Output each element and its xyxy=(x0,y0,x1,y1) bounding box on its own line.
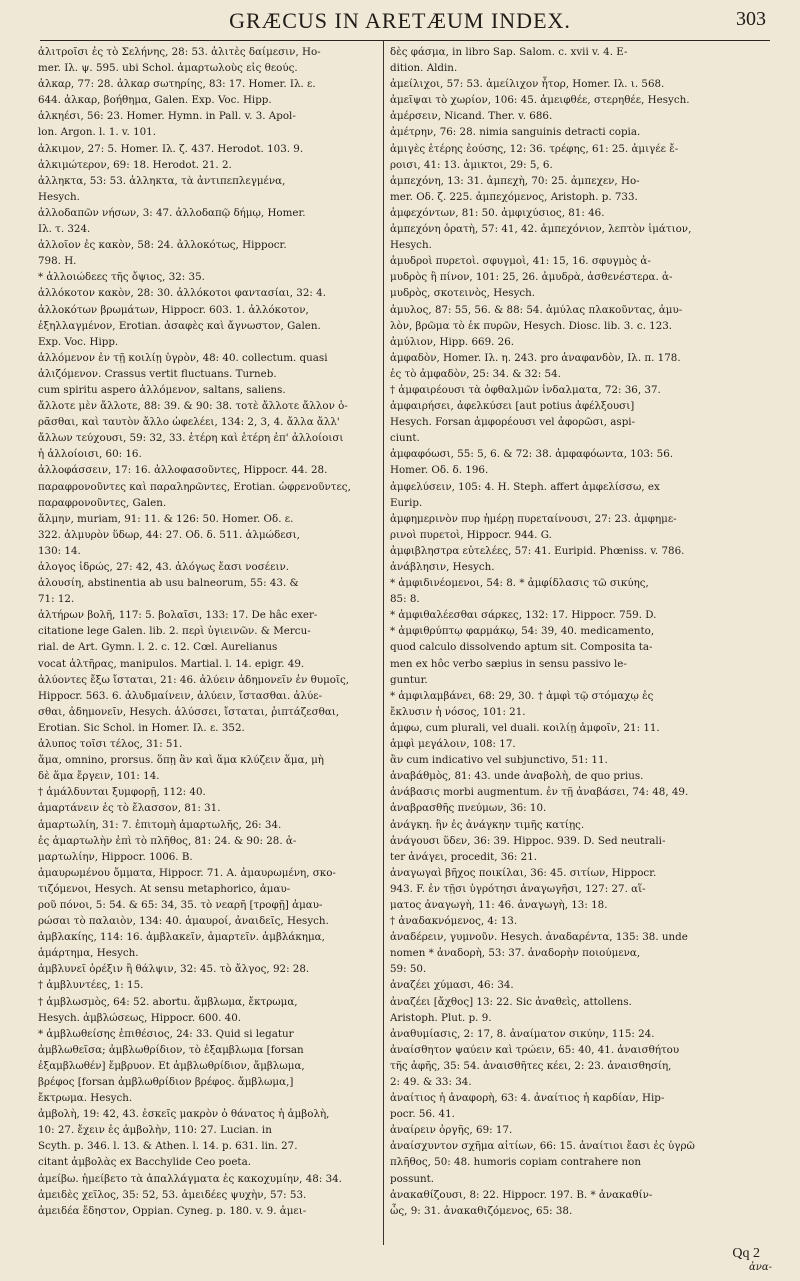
index-line: mer. Οδ. ζ. 225. ἀμπεχόμενος, Aristoph. p. 733. xyxy=(390,190,638,203)
index-line: ρᾶσθαι, καὶ ταυτὸν ἄλλο ὠφελέει, 134: 2, 3, 4. ἄλλα ἄλλ' xyxy=(38,416,340,429)
index-line: Erotian. Sic Schol. in Homer. Ιλ. ε. 352. xyxy=(38,721,245,734)
index-line: ἀναίσχυντον σχῆμα αἰτίων, 66: 15. ἀναίτιοι ἔασι ἐς ὑγρῶ xyxy=(390,1140,695,1153)
index-line: ἀμαυρωμένου ὄμματα, Hippocr. 71. A. ἀμαυρωμένη, σκο- xyxy=(38,866,336,879)
index-line: * ἀμφιθρύπτῳ φαρμάκῳ, 54: 39, 40. medicamento, xyxy=(390,625,655,638)
index-line: * ἀλλοιώδεες τῆς ὄψιος, 32: 35. xyxy=(38,271,205,284)
index-line: ροῦ πόνοι, 5: 54. & 65: 34, 35. τὸ νεαρῆ [τροφῇ] ἀμαυ- xyxy=(38,898,323,911)
index-line: † ἀμβλωσμὸς, 64: 52. abortu. ἄμβλωμα, ἔκτρωμα, xyxy=(38,995,298,1008)
index-line: Eurip. xyxy=(390,496,423,509)
index-line: σθαι, ἀδημονεῖν, Hesych. ἀλύσσει, ἴσταται, ῥιπτάζεσθαι, xyxy=(38,705,340,718)
column-divider xyxy=(383,40,384,1245)
index-line: ἄλλοτε μὲν ἄλλοτε, 88: 39. & 90: 38. τοτὲ ἄλλοτε ἄλλον ὁ- xyxy=(38,400,348,413)
index-line: ματος ἀναγωγὴ, 11: 46. ἀναγωγὴ, 13: 18. xyxy=(390,898,608,911)
index-line: ἀλιτροῖσι ἐς τὸ Σελήνης, 28: 53. ἀλιτὲς δαίμεσιν, Ho- xyxy=(38,46,321,58)
index-line: ἀναθυμίασις, 2: 17, 8. ἀναίματον σικύην, 115: 24. xyxy=(390,1027,655,1040)
index-line: δὲ ἅμα ἔργειν, 101: 14. xyxy=(38,770,160,783)
index-line: μαρτωλίην, Hippocr. 1006. B. xyxy=(38,850,193,863)
index-line: μυδρὸς, σκοτεινὸς, Hesych. xyxy=(390,287,536,300)
index-line: Hesych. ἀμβλώσεως, Hippocr. 600. 40. xyxy=(38,1011,242,1024)
index-line: ἀλκιμον, 27: 5. Homer. Ιλ. ζ. 437. Herodot. 103. 9. xyxy=(38,142,304,155)
index-line: ἀναίτιος ἡ ἀναφορὴ, 63: 4. ἀναίτιος ἡ καρδίαν, Hip- xyxy=(390,1092,665,1105)
index-line: 10: 27. ἔχειν ἐς ἀμβολὴν, 110: 27. Lucian. in xyxy=(38,1124,272,1137)
index-line: τῆς ἀφῆς, 35: 54. ἀναισθῆτες κέει, 2: 23. ἀναισθησίη, xyxy=(390,1059,672,1072)
index-line: ἀλκιμώτερον, 69: 18. Herodot. 21. 2. xyxy=(38,158,232,171)
index-line: ἀμέτρην, 76: 28. nimia sanguinis detracti copia. xyxy=(390,126,641,139)
index-line: 130: 14. xyxy=(38,544,81,557)
index-line: ἐξηλλαγμένον, Erotian. ἀσαφὲς καὶ ἄγνωστον, Galen. xyxy=(38,319,321,332)
index-line: cum spiritu aspero ἁλλόμενον, saltans, saliens. xyxy=(38,383,286,396)
index-line: ἅμα, omnino, prorsus. ὅπῃ ἂν καὶ ἅμα κλύζειν ἅμα, μὴ xyxy=(38,754,324,767)
index-line: ἐς τὸ ἀμφαδὸν, 25: 34. & 32: 54. xyxy=(390,367,561,380)
index-line: Hesych. xyxy=(38,190,80,203)
index-line: * ἀμφιδινέομενοι, 54: 8. * ἀμφίδλασις τῶ σικύης, xyxy=(390,577,649,590)
index-line: ἀμφαφόωσι, 55: 5, 6. & 72: 38. ἀμφαφόωντα, 103: 56. xyxy=(390,448,674,461)
index-line: ἀνακαθίζουσι, 8: 22. Hippocr. 197. B. * ἀνακαθίν- xyxy=(390,1188,653,1201)
index-line: ἔκλυσιν ἡ νόσος, 101: 21. xyxy=(390,705,526,718)
index-line: ἀναζέει χύμασι, 46: 34. xyxy=(390,979,514,992)
index-line: ἀλλοκότων βρωμάτων, Hippocr. 603. 1. ἀλλόκοτον, xyxy=(38,303,309,316)
index-line: ἀνάβλησιν, Hesych. xyxy=(390,561,495,573)
index-line: ἀμφιβληστρα εὐτελέες, 57: 41. Euripid. Phœniss. v. 786. xyxy=(390,544,685,557)
index-line: Hesych. xyxy=(390,239,432,252)
index-line: ἀνάβασις morbi augmentum. ἐν τῇ ἀναβάσει, 74: 48, 49. xyxy=(390,786,689,799)
index-line: ἀλτήρων βολῆ, 117: 5. βολαῖσι, 133: 17. De hâc exer- xyxy=(38,609,318,622)
index-line: * ἀμφιλαμβάνει, 68: 29, 30. † ἀμφὶ τῷ στόμαχῳ ἐς xyxy=(390,689,654,702)
index-line: * ἀμφιθαλέεσθαι σάρκες, 132: 17. Hippocr. 759. D. xyxy=(390,609,657,622)
index-line: ρινοὶ πυρετοὶ, Hippocr. 944. G. xyxy=(390,528,552,541)
index-line: παραφρονοῦντες καὶ παραληρῶντες, Erotian. ὠφρενοῦντες, xyxy=(38,480,351,493)
index-line: λὸν, βρῶμα τὸ ἐκ πυρῶν, Hesych. Diosc. lib. 3. c. 123. xyxy=(390,319,673,332)
index-line: ἀμέρσειν, Nicand. Ther. v. 686. xyxy=(390,110,553,123)
index-line: ἀμιγὲς ἑτέρης ἐούσης, 12: 36. τρέφης, 61: 25. ἀμιγέε ἔ- xyxy=(390,142,679,155)
running-title: GRÆCUS IN ARETÆUM INDEX. xyxy=(229,8,571,33)
index-line: possunt. xyxy=(390,1172,435,1185)
index-line: ἀμπεχόνη, 13: 31. ἀμπεχὴ, 70: 25. ἀμπεχεν, Ho- xyxy=(390,174,640,187)
index-line: ἀλλόμενον ἐν τῇ κοιλίῃ ὑγρὸν, 48: 40. collectum. quasi xyxy=(38,351,328,364)
index-line: ἀμεῖψαι τὸ χωρίον, 106: 45. ἀμειφθέε, στερηθέε, Hesych. xyxy=(390,94,690,107)
header-rule xyxy=(40,40,770,41)
index-line: ἀμύλιον, Hipp. 669. 26. xyxy=(390,335,515,348)
index-line: ἀλκηέσι, 56: 23. Homer. Hymn. in Pall. v. 3. Apol- xyxy=(38,110,296,123)
index-line: ἔκτρωμα. Hesych. xyxy=(38,1092,133,1105)
index-line: ἐς ἁμαρτωλὴν ἐπὶ τὸ πλῆθος, 81: 24. & 90: 28. ἁ- xyxy=(38,834,297,847)
index-line: πλῆθος, 50: 48. humoris copiam contrahere non xyxy=(390,1156,641,1169)
index-line: nomen * ἀναδορὴ, 53: 37. ἀναδορὴν ποιούμενα, xyxy=(390,947,641,960)
index-line: βρέφος [forsan ἀμβλωθρίδιον βρέφος. ἄμβλωμα,] xyxy=(38,1076,294,1088)
index-line: ἀλογος ἱδρώς, 27: 42, 43. ἀλόγως ἔασι νοσέειν. xyxy=(38,561,290,573)
index-line: μυδρὸς ἢ πίνον, 101: 25, 26. ἀμυδρὰ, ἀσθενέστερα. ἀ- xyxy=(390,271,673,284)
index-line: ἀμβολὴ, 19: 42, 43. ἐσκεῖς μακρὸν ὁ θάνατος ἡ ἀμβολὴ, xyxy=(38,1108,330,1121)
index-line: 943. F. ἐν τῇσι ὑγρότησι ἀναγωγῆσι, 127: 27. αἵ- xyxy=(390,882,646,895)
index-line: 2: 49. & 33: 34. xyxy=(390,1076,472,1088)
index-line: 71: 12. xyxy=(38,593,75,606)
index-line: 59: 50. xyxy=(390,963,427,976)
index-line: † ἀμφαιρέουσι τὰ ὀφθαλμῶν ἰνδαλματα, 72: 36, 37. xyxy=(390,383,661,396)
index-line: ἀμειδὲς χεῖλος, 35: 52, 53. ἀμειδέες ψυχὴν, 57: 53. xyxy=(38,1188,307,1201)
index-line: ἁμαρτάνειν ἐς τὸ ἔλασσον, 81: 31. xyxy=(38,802,221,815)
index-line: dition. Aldin. xyxy=(390,62,458,75)
index-line: ἀλλόκοτον κακὸν, 28: 30. ἀλλόκοτοι φαντασίαι, 32: 4. xyxy=(38,287,326,300)
index-line: ροισι, 41: 13. ἀμικτοι, 29: 5, 6. xyxy=(390,158,553,171)
index-line: ἀναίσθητον ψαύειν καὶ τρώειν, 65: 40, 41. ἀναισθήτου xyxy=(390,1043,680,1056)
index-line: ἡ ἀλλοίοισι, 60: 16. xyxy=(38,448,142,461)
index-line: ἀμφω, cum plurali, vel duali. κοιλίῃ ἀμφοῖν, 21: 11. xyxy=(390,721,660,734)
page-header xyxy=(0,2,800,40)
left-column xyxy=(38,44,378,1242)
index-line: ἀμυδροὶ πυρετοὶ. σφυγμοὶ, 41: 15, 16. σφυγμὸς ἀ- xyxy=(390,255,651,268)
index-line: ἀμφαιρήσει, ἀφελκύσει [aut potius ἀφέλξουσι] xyxy=(390,400,635,413)
index-line: ἅλμην, muriam, 91: 11. & 126: 50. Homer. Οδ. ε. xyxy=(38,512,294,525)
index-line: men ex hôc verbo sæpius in sensu passivo le- xyxy=(390,657,627,670)
index-line: 322. ἁλμυρὸν ὕδωρ, 44: 27. Οδ. δ. 511. ἁλμώδεσι, xyxy=(38,528,300,541)
index-line: mer. Ιλ. ψ. 595. ubi Schol. ἁμαρτωλοὺς εἰς θεούς. xyxy=(38,62,298,75)
index-line: Hippocr. 563. 6. ἀλυδμαίνειν, ἀλύειν, ἴστασθαι. ἀλύε- xyxy=(38,689,323,702)
index-line: ἀναίρειν ὀργῆς, 69: 17. xyxy=(390,1124,513,1137)
index-line: † ἀναδακνόμενος, 4: 13. xyxy=(390,915,518,928)
index-line: Aristoph. Plut. p. 9. xyxy=(390,1011,492,1024)
index-line: vocat ἀλτῆρας, manipulos. Martial. l. 14. epigr. 49. xyxy=(38,657,305,670)
index-line: Exp. Voc. Hipp. xyxy=(38,335,119,348)
index-line: ἀμβλωθεῖσα; ἀμβλωθρίδιον, τὸ ἐξαμβλωμα [forsan xyxy=(38,1043,304,1056)
index-line: citatione lege Galen. lib. 2. περὶ ὑγιεινῶν. & Mercu- xyxy=(38,625,311,638)
index-line: ἀναβάθμὸς, 81: 43. unde ἀναβολὴ, de quo prius. xyxy=(390,770,644,783)
index-line: τιζόμενοι, Hesych. At sensu metaphorico, ἀμαυ- xyxy=(38,882,291,895)
index-line: ἁμαρτωλίη, 31: 7. ἐπιτομὴ ἁμαρτωλῆς, 26: 34. xyxy=(38,818,282,831)
signature-mark: Qq 2 xyxy=(732,1246,760,1261)
index-line: ἀλύοντες ἔξω ἴσταται, 21: 46. ἀλύειν ἀδημονεῖν ἐν θυμοῖς, xyxy=(38,673,350,686)
index-line: ἀλλοφάσσειν, 17: 16. ἀλλοφασοῦντες, Hippocr. 44. 28. xyxy=(38,464,328,477)
page-number: 303 xyxy=(736,8,766,30)
index-line: ἀμείβω. ἡμείβετο τὰ ἀπαλλάγματα ἐς κακοχυμίην, 48: 34. xyxy=(38,1172,342,1185)
index-line: ciunt. xyxy=(390,432,420,445)
index-line: ἀνάγουσι ὕδεν, 36: 39. Hippoc. 939. D. Sed neutrali- xyxy=(390,834,666,847)
index-line: ἀλλοῖον ἐς κακὸν, 58: 24. ἀλλοκότως, Hippocr. xyxy=(38,239,287,252)
index-line: ἀμπεχόνη ὁρατὴ, 57: 41, 42. ἀμπεχόνιον, λεπτὸν ἱμάτιον, xyxy=(390,223,692,236)
index-line: ἀναζέει [ἄχθος] 13: 22. Sic ἀναθεὶς, attollens. xyxy=(390,995,632,1008)
index-line: lon. Argon. l. 1. v. 101. xyxy=(38,126,157,139)
index-line: citant ἀμβολὰς ex Bacchylide Ceo poeta. xyxy=(38,1156,251,1169)
index-line: 85: 8. xyxy=(390,593,420,606)
index-line: ἀλιζόμενον. Crassus vertit fluctuans. Turneb. xyxy=(38,367,277,380)
index-line: δὲς φάσμα, in libro Sap. Salom. c. xvii v. 4. E- xyxy=(390,46,628,58)
index-line: 644. ἀλκαρ, βοήθημα, Galen. Exp. Voc. Hipp. xyxy=(38,94,272,107)
index-line: ἀμφεχόντων, 81: 50. ἀμφιχύσιος, 81: 46. xyxy=(390,206,605,219)
index-line: ἀναβρασθῆς πνεύμων, 36: 10. xyxy=(390,802,547,815)
index-line: ἀμειδέα ἔδηστον, Oppian. Cyneg. p. 180. v. 9. ἀμει- xyxy=(38,1204,307,1217)
index-line: ἐξαμβλωθέν] ἔμβρυον. Et ἀμβλωθρίδιον, ἄμβλωμα, xyxy=(38,1059,305,1072)
index-line: rial. de Art. Gymn. l. 2. c. 12. Cœl. Aurelianus xyxy=(38,641,278,654)
index-line: pocr. 56. 41. xyxy=(390,1108,455,1121)
index-line: ἀμυλος, 87: 55, 56. & 88: 54. ἀμύλας πλακοῦντας, ἀμυ- xyxy=(390,303,683,316)
index-line: Hesych. Forsan ἀμφορέουσι vel ἀφορῶσι, aspi- xyxy=(390,416,636,429)
index-line: ἀμφημερινὸν πυρ ἡμέρῃ πυρεταίνουσι, 27: 23. ἀμφημε- xyxy=(390,512,677,525)
index-line: ἀλουσίη, abstinentia ab usu balneorum, 55: 43. & xyxy=(38,577,299,590)
index-line: ἄλλων τεύχουσι, 59: 32, 33. ἑτέρη καὶ ἑτέρη ἐπ' ἀλλοίοισι xyxy=(38,432,344,445)
index-line: * ἀμβλωθείσης ἐπιθέσιος, 24: 33. Quid si legatur xyxy=(38,1027,294,1040)
index-line: ρώσαι τὸ παλαιὸν, 134: 40. ἀμαυροί, ἀναιδεῖς, Hesych. xyxy=(38,915,329,928)
index-line: ἀνάγκη. ἣν ἐς ἀνάγκην τιμῆς κατίῃς. xyxy=(390,818,585,831)
index-line: Ιλ. τ. 324. xyxy=(38,223,91,236)
index-line: ἀλλοδαπῶν νήσων, 3: 47. ἀλλοδαπῷ δήμῳ, Homer. xyxy=(38,206,306,219)
index-line: Homer. Οδ. δ. 196. xyxy=(390,464,489,477)
index-line: ἀλκαρ, 77: 28. ἀλκαρ σωτηρίης, 83: 17. Homer. Ιλ. ε. xyxy=(38,78,316,91)
index-line: ἂν cum indicativo vel subjunctivo, 51: 11. xyxy=(390,754,608,767)
index-line: ἀμβλυνεῖ ὀρέξιν ἢ θάλψιν, 32: 45. τὸ ἄλγος, 92: 28. xyxy=(38,963,310,976)
index-line: ἀμφελύσειν, 105: 4. H. Steph. affert ἀμφελίσσω, ex xyxy=(390,480,660,493)
index-line: ἀναδέρειν, γυμνοῦν. Hesych. ἀναδαρέντα, 135: 38. unde xyxy=(390,931,688,944)
index-line: guntur. xyxy=(390,673,428,686)
index-line: † ἀμβλυντέες, 1: 15. xyxy=(38,979,144,992)
right-column xyxy=(390,44,770,1242)
index-line: quod calculo dissolvendo aptum sit. Composita ta- xyxy=(390,641,653,654)
index-line: ἀμβλακίης, 114: 16. ἀμβλακεῖν, ἁμαρτεῖν. ἀμβλάκημα, xyxy=(38,931,325,944)
index-line: ὧς, 9: 31. ἀνακαθιζόμενος, 65: 38. xyxy=(390,1204,573,1217)
index-line: ἁμάρτημα, Hesych. xyxy=(38,947,139,960)
index-line: ter ἀνάγει, procedit, 36: 21. xyxy=(390,850,538,863)
index-line: 798. H. xyxy=(38,255,77,268)
index-line: ἀλυπος τοῖσι τέλος, 31: 51. xyxy=(38,738,183,751)
index-line: ἀμφὶ μεγάλοιν, 108: 17. xyxy=(390,738,516,751)
catchword: ἀνα- xyxy=(749,1262,772,1273)
index-line: † ἁμάλδυνται ξυμφορῇ, 112: 40. xyxy=(38,786,206,799)
index-line: ἀλληκτα, 53: 53. ἀλληκτα, τὰ ἀντιπεπλεγμένα, xyxy=(38,174,286,187)
index-line: ἀμφαδὸν, Homer. Ιλ. η. 243. pro ἀναφανδὸν, Ιλ. π. 178. xyxy=(390,351,681,364)
index-line: ἀναγωγαὶ βῆχος ποικίλαι, 36: 45. σιτίων, Hippocr. xyxy=(390,866,657,879)
index-line: ἀμείλιχοι, 57: 53. ἀμείλιχον ἦτορ, Homer. Ιλ. ι. 568. xyxy=(390,78,665,91)
index-line: παραφρονοῦντες, Galen. xyxy=(38,496,167,509)
index-line: Scyth. p. 346. l. 13. & Athen. l. 14. p. 631. lin. 27. xyxy=(38,1140,298,1153)
